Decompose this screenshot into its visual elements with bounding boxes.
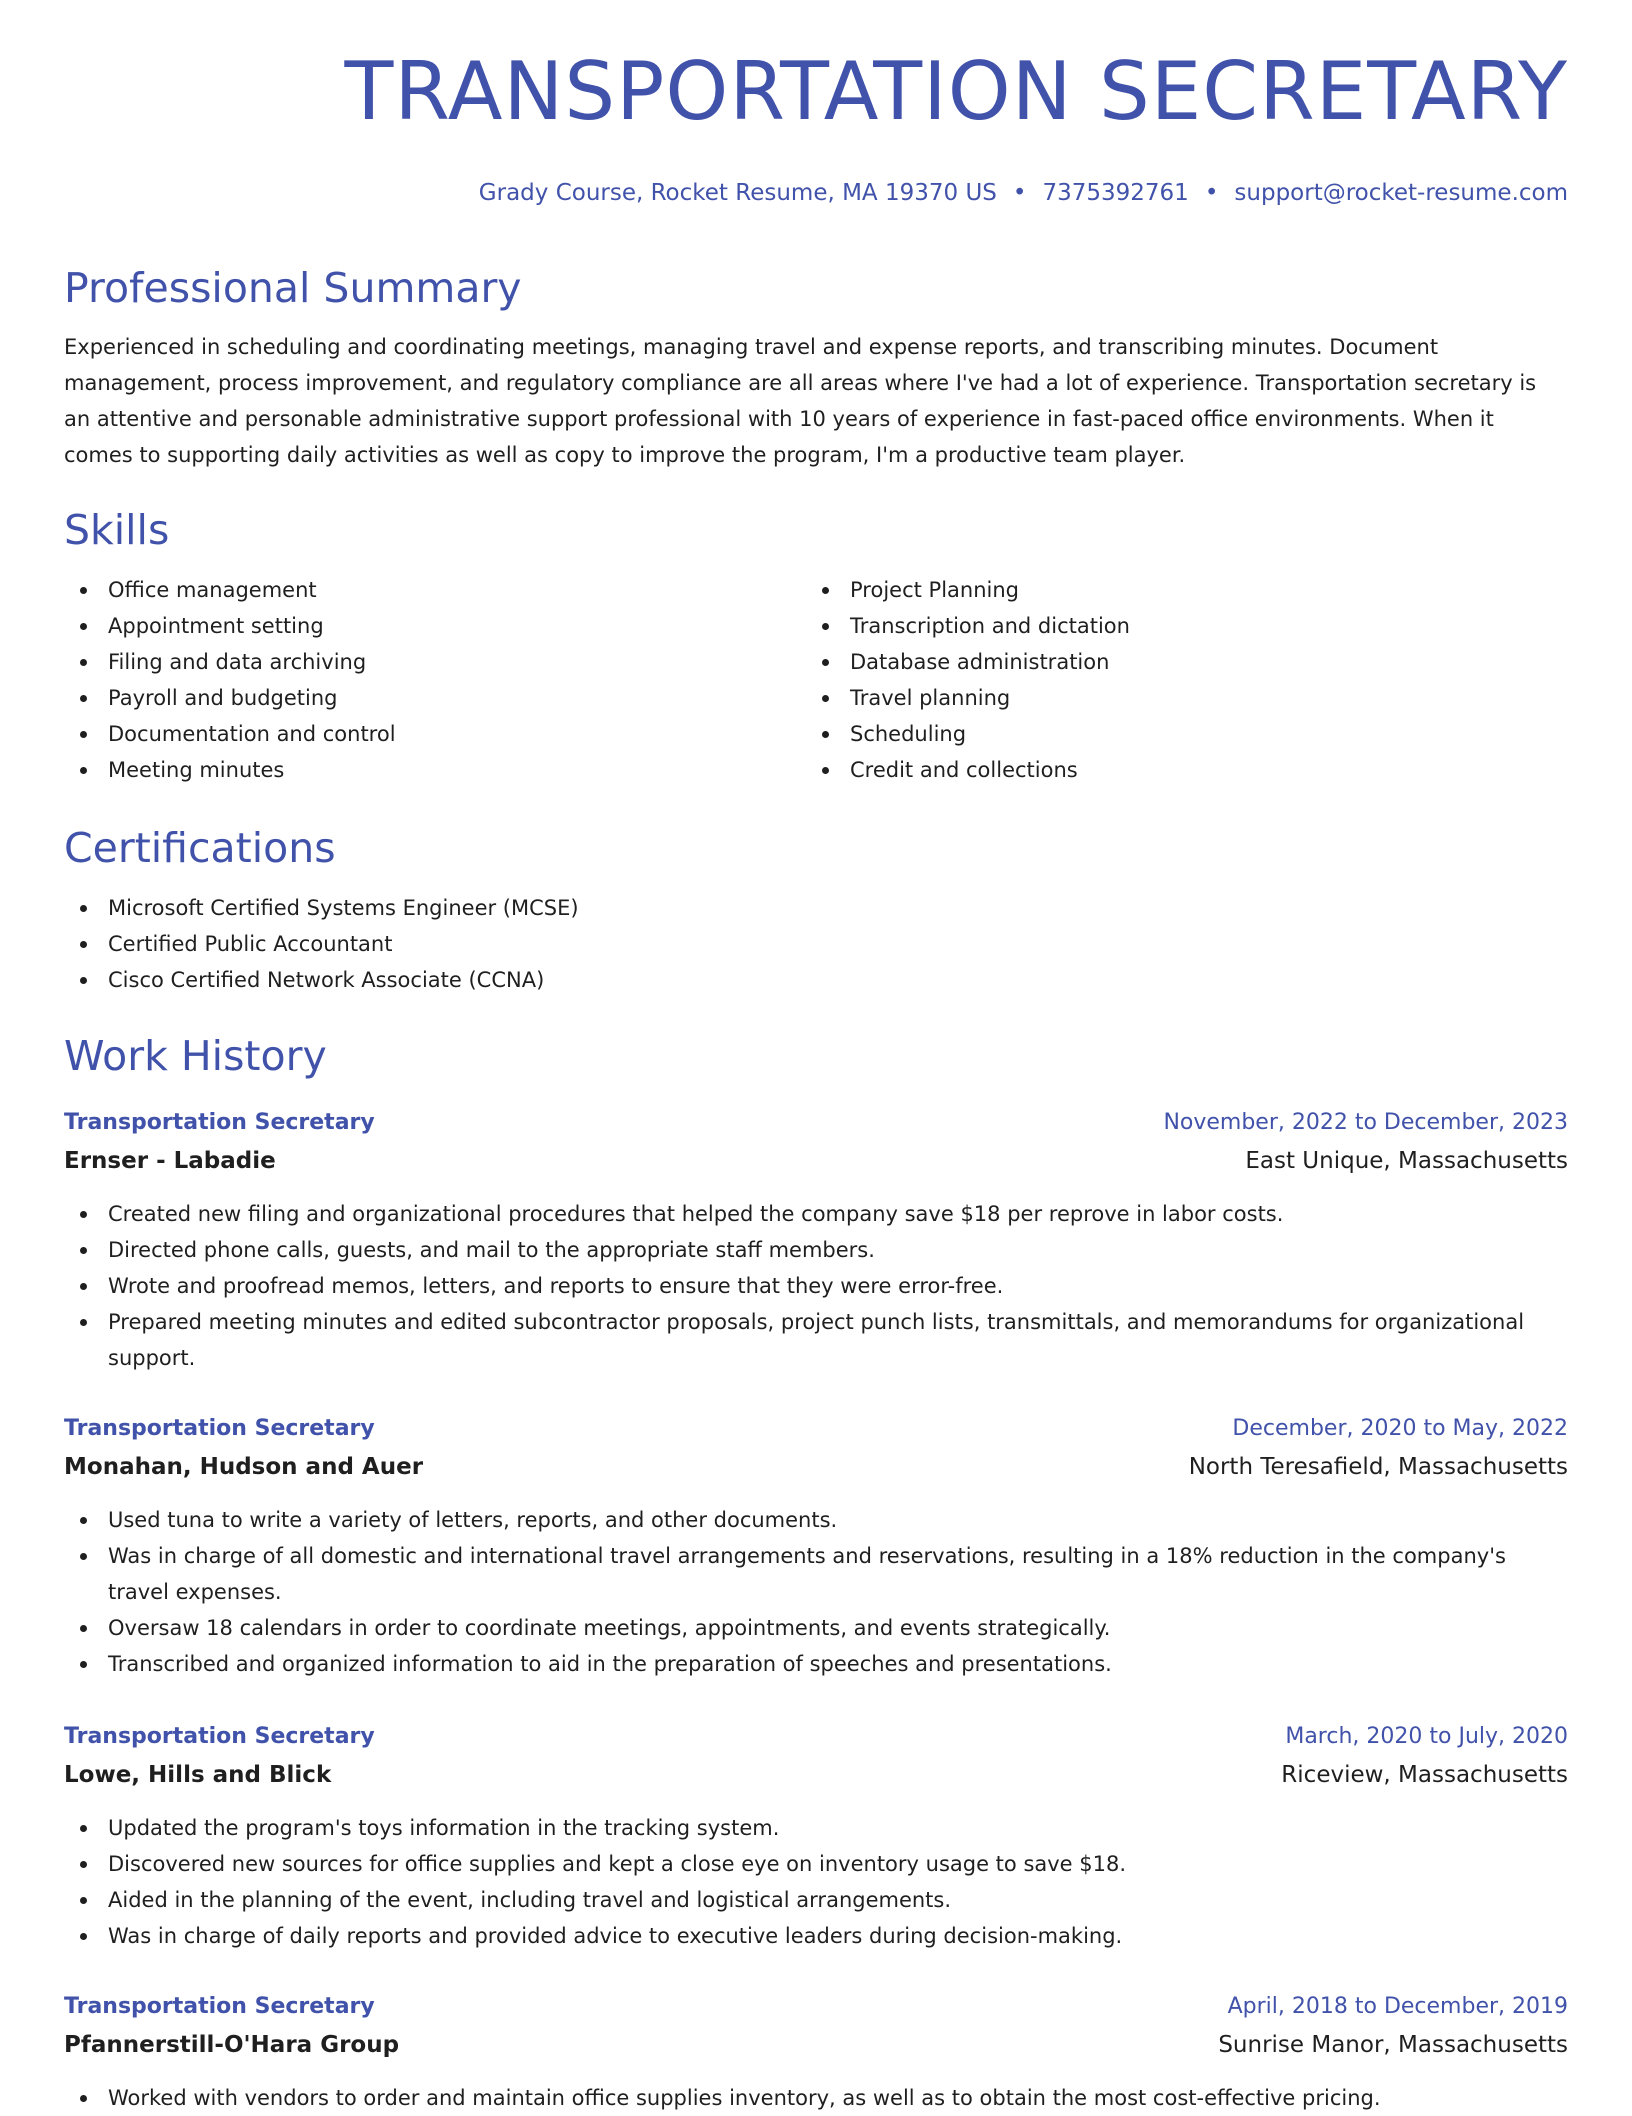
work-history-heading: Work History [64,1032,327,1080]
job-title: Transportation Secretary [64,1110,375,1135]
resume-title: TRANSPORTATION SECRETARY [344,45,1568,138]
job-duty-item: Was in charge of all domestic and international travel arrangements and reservations, resulting in a 18% reduction in the company's travel expenses. [64,1538,1568,1610]
summary-text: Experienced in scheduling and coordinating meetings, managing travel and expense reports, and transcribing minutes. Document management, process improvement, and regulatory compliance are all areas where I've had a lot of experience. Transportation secretary is an attentive and personable administrative support professional with 10 years of experience in fast-paced office environments. When it comes to supporting daily activities as well as copy to improve the program, I'm a productive team player. [64,335,1537,467]
contact-separator: • [1204,180,1219,206]
job-duty-item: Wrote and proofread memos, letters, and reports to ensure that they were error-free. [64,1268,1568,1304]
summary-section [64,264,1568,473]
job-duty-item: Used tuna to write a variety of letters, reports, and other documents. [64,1502,1568,1538]
job-header-row [64,1409,1568,1448]
contact-line [479,182,1568,205]
job-dates: November, 2022 to December, 2023 [1163,1110,1568,1135]
work-history-section [64,1032,1568,1080]
job-duties-list [64,2080,1568,2116]
job-duty-item: Was in charge of daily reports and provided advice to executive leaders during decision-making. [64,1918,1568,1954]
skills-section [64,506,1568,788]
job-title: Transportation Secretary [64,1724,375,1749]
job-duty-item: Updated the program's toys information in the tracking system. [64,1810,1568,1846]
job-company-row [64,1142,1568,1181]
skill-item: Database administration [806,644,1548,680]
skill-item: Travel planning [806,680,1548,716]
skill-item: Appointment setting [64,608,806,644]
job-header-row [64,1103,1568,1142]
job-company: Ernser - Labadie [64,1148,276,1174]
certifications-heading: Certifications [64,824,336,872]
job-location: Riceview, Massachusetts [1281,1762,1568,1788]
job-company: Monahan, Hudson and Auer [64,1454,424,1480]
skill-item: Payroll and budgeting [64,680,806,716]
job-duty-item: Directed phone calls, guests, and mail to the appropriate staff members. [64,1232,1568,1268]
job-dates: December, 2020 to May, 2022 [1232,1416,1568,1441]
job-location: East Unique, Massachusetts [1245,1148,1568,1174]
job-duty-item: Prepared meeting minutes and edited subcontractor proposals, project punch lists, transmittals, and memorandums for organizational support. [64,1304,1568,1376]
job-duty-item: Discovered new sources for office supplies and kept a close eye on inventory usage to save $18. [64,1846,1568,1882]
job-duties-list [64,1502,1568,1682]
skill-item: Documentation and control [64,716,806,752]
contact-email[interactable]: support@rocket-resume.com [1234,180,1568,206]
job-company: Pfannerstill-O'Hara Group [64,2032,400,2058]
job-company: Lowe, Hills and Blick [64,1762,332,1788]
job-dates: April, 2018 to December, 2019 [1227,1994,1568,2019]
skill-item: Transcription and dictation [806,608,1548,644]
job-company-row [64,1448,1568,1487]
contact-address: Grady Course, Rocket Resume, MA 19370 US [478,180,997,206]
certification-item: Certified Public Accountant [64,926,1568,962]
job-duties-list [64,1196,1568,1376]
contact-phone: 7375392761 [1042,180,1189,206]
contact-separator: • [1012,180,1027,206]
job-duty-item: Oversaw 18 calendars in order to coordinate meetings, appointments, and events strategically. [64,1610,1568,1646]
job-entry [64,1409,1568,1682]
job-entry [64,1103,1568,1376]
job-duty-item: Worked with vendors to order and maintain office supplies inventory, as well as to obtain the most cost-effective pricing. [64,2080,1568,2116]
skills-list-left [64,572,806,788]
job-title: Transportation Secretary [64,1994,375,2019]
job-header-row [64,1717,1568,1756]
job-duty-item: Aided in the planning of the event, including travel and logistical arrangements. [64,1882,1568,1918]
job-entry [64,1987,1568,2116]
skill-item: Filing and data archiving [64,644,806,680]
skill-item: Project Planning [806,572,1548,608]
skills-columns [64,572,1568,788]
summary-heading: Professional Summary [64,264,522,312]
job-company-row [64,2026,1568,2065]
skills-list-right [806,572,1548,788]
job-location: North Teresafield, Massachusetts [1188,1454,1568,1480]
certification-item: Microsoft Certified Systems Engineer (MCSE) [64,890,1568,926]
certification-item: Cisco Certified Network Associate (CCNA) [64,962,1568,998]
skill-item: Credit and collections [806,752,1548,788]
job-duty-item: Created new filing and organizational procedures that helped the company save $18 per reprove in labor costs. [64,1196,1568,1232]
job-duties-list [64,1810,1568,1954]
skill-item: Meeting minutes [64,752,806,788]
job-duty-item: Transcribed and organized information to aid in the preparation of speeches and presentations. [64,1646,1568,1682]
job-entry [64,1717,1568,1954]
job-dates: March, 2020 to July, 2020 [1285,1724,1568,1749]
job-title: Transportation Secretary [64,1416,375,1441]
skills-heading: Skills [64,506,170,554]
skill-item: Scheduling [806,716,1548,752]
job-company-row [64,1756,1568,1795]
certifications-section [64,824,1568,998]
job-header-row [64,1987,1568,2026]
certifications-list [64,890,1568,998]
skill-item: Office management [64,572,806,608]
job-location: Sunrise Manor, Massachusetts [1218,2032,1568,2058]
